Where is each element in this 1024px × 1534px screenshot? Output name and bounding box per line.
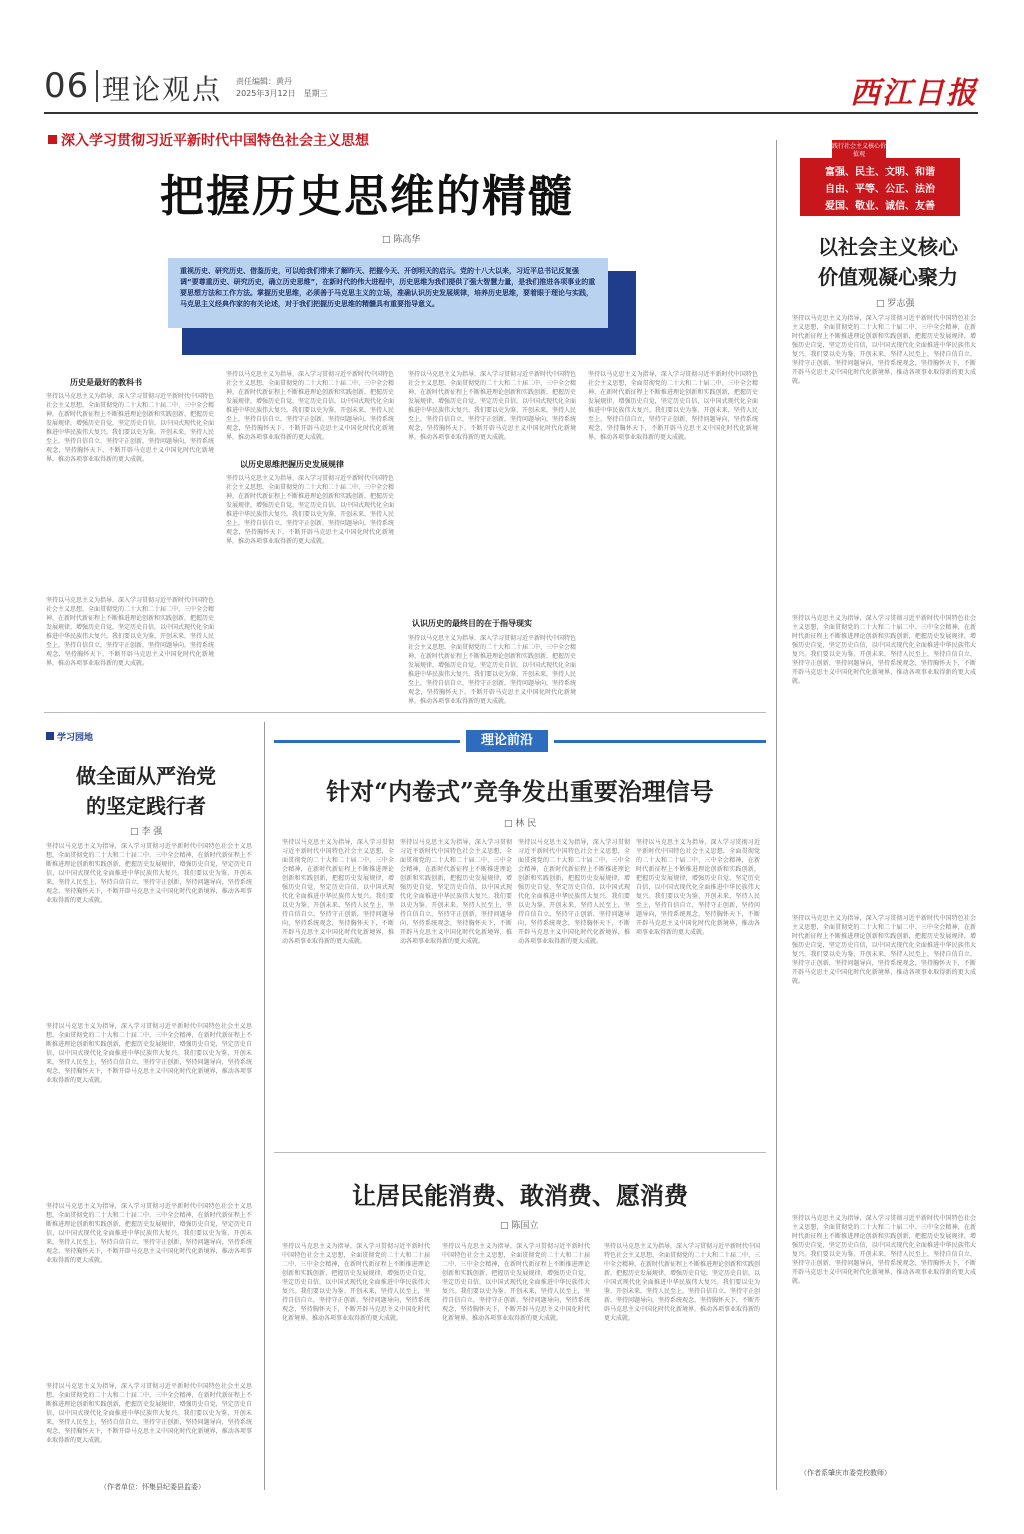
right-article-byline: □ 罗志强 <box>876 299 915 309</box>
masthead-rule <box>44 112 978 114</box>
main-article-col-1: 坚持以马克思主义为指导，深入学习贯彻习近平新时代中国特色社会主义思想，全面贯彻党的二十大和二十届二中、三中全会精神，在新时代新征程上不断推进理论创新和实践创新，把握历史发展规律，增强历史自觉，坚定历史自信，以中国式现代化全面推进中华民族伟大复兴。我们要以史为鉴、开创未来，坚持人民至上，坚持自信自立，坚持守正创新，坚持问题导向，坚持系统观念，坚持胸怀天下，不断开辟马克思主义中国化时代化新境界，推动各项事业取得新的更大成就。 <box>46 393 215 463</box>
left-article-text-3: 坚持以马克思主义为指导，深入学习贯彻习近平新时代中国特色社会主义思想，全面贯彻党的二十大和二十届二中、三中全会精神，在新时代新征程上不断推进理论创新和实践创新，把握历史发展规律，增强历史自觉，坚定历史自信，以中国式现代化全面推进中华民族伟大复兴。我们要以史为鉴、开创未来，坚持人民至上，坚持自信自立，坚持守正创新，坚持问题导向，坚持系统观念，坚持胸怀天下，不断开辟马克思主义中国化时代化新境界，推动各项事业取得新的更大成就。 <box>46 1203 252 1264</box>
badge-head: 践行社会主义核心价值观 <box>832 140 886 162</box>
main-subhead-3: 认识历史的最终目的在于指导现实 <box>412 619 532 628</box>
left-article-title-line-1: 做全面从严治党 <box>76 764 216 788</box>
right-article-title-line-1: 以社会主义核心 <box>818 235 958 259</box>
theory-front-col-4: 坚持以马克思主义为指导，深入学习贯彻习近平新时代中国特色社会主义思想，全面贯彻党的二十大和二十届二中、三中全会精神，在新时代新征程上不断推进理论创新和实践创新，把握历史发展规律，增强历史自觉，坚定历史自信，以中国式现代化全面推进中华民族伟大复兴。我们要以史为鉴、开创未来，坚持人民至上，坚持自信自立，坚持守正创新，坚持问题导向，坚持系统观念，坚持胸怀天下，不断开辟马克思主义中国化时代化新境界，推动各项事业取得新的更大成就。 <box>636 839 760 936</box>
right-article-title-line-2: 价值观凝心聚力 <box>818 265 958 289</box>
theory-front-label: 理论前沿 <box>466 730 548 752</box>
main-article-col-1b: 坚持以马克思主义为指导，深入学习贯彻习近平新时代中国特色社会主义思想，全面贯彻党的二十大和二十届二中、三中全会精神，在新时代新征程上不断推进理论创新和实践创新，把握历史发展规律，增强历史自觉，坚定历史自信，以中国式现代化全面推进中华民族伟大复兴。我们要以史为鉴、开创未来，坚持人民至上，坚持自信自立，坚持守正创新，坚持问题导向，坚持系统观念，坚持胸怀天下，不断开辟马克思主义中国化时代化新境界，推动各项事业取得新的更大成就。 <box>46 597 215 667</box>
left-article-text-2: 坚持以马克思主义为指导，深入学习贯彻习近平新时代中国特色社会主义思想，全面贯彻党的二十大和二十届二中、三中全会精神，在新时代新征程上不断推进理论创新和实践创新，把握历史发展规律，增强历史自觉，坚定历史自信，以中国式现代化全面推进中华民族伟大复兴。我们要以史为鉴、开创未来，坚持人民至上，坚持自信自立，坚持守正创新，坚持问题导向，坚持系统观念，坚持胸怀天下，不断开辟马克思主义中国化时代化新境界，推动各项事业取得新的更大成就。 <box>46 1023 252 1084</box>
newspaper-logo: 西江日报 <box>850 76 978 111</box>
consumption-title: 让居民能消费、敢消费、愿消费 <box>352 1181 688 1210</box>
badge-line-1: 富强、民主、文明、和谐 <box>825 167 935 178</box>
right-article-title <box>800 232 976 292</box>
left-article-byline: □ 李 强 <box>130 827 163 837</box>
badge-body <box>800 158 960 216</box>
date-line: 2025年3月12日 星期三 <box>236 89 328 98</box>
column-tag-text: 学习园地 <box>57 733 94 743</box>
left-article-text-1: 坚持以马克思主义为指导，深入学习贯彻习近平新时代中国特色社会主义思想，全面贯彻党的二十大和二十届二中、三中全会精神，在新时代新征程上不断推进理论创新和实践创新，把握历史发展规律，增强历史自觉，坚定历史自信，以中国式现代化全面推进中华民族伟大复兴。我们要以史为鉴、开创未来，坚持人民至上，坚持自信自立，坚持守正创新，坚持问题导向，坚持系统观念，坚持胸怀天下，不断开辟马克思主义中国化时代化新境界，推动各项事业取得新的更大成就。 <box>46 843 252 904</box>
section-divider <box>44 712 766 713</box>
theory-front-col-1: 坚持以马克思主义为指导，深入学习贯彻习近平新时代中国特色社会主义思想，全面贯彻党的二十大和二十届二中、三中全会精神，在新时代新征程上不断推进理论创新和实践创新，把握历史发展规律，增强历史自觉，坚定历史自信，以中国式现代化全面推进中华民族伟大复兴。我们要以史为鉴、开创未来，坚持人民至上，坚持自信自立，坚持守正创新，坚持问题导向，坚持系统观念，坚持胸怀天下，不断开辟马克思主义中国化时代化新境界，推动各项事业取得新的更大成就。 <box>282 839 394 945</box>
main-article-title: 把握历史思维的精髓 <box>160 171 574 222</box>
editor-line: 责任编辑：黄丹 <box>236 77 292 86</box>
main-article-abstract: 重视历史、研究历史、借鉴历史，可以给我们带来了解昨天、把握今天、开创明天的启示。党的十八大以来，习近平总书记反复强调“要尊重历史、研究历史，确立历史思维”，在新时代的伟大进程中，历史思维为我们提供了强大智慧力量，是我们推进各项事业的重要思想方法和工作方法。掌握历史思维，必须善于马克思主义的立场，准确认识历史发展规律，培养历史思维，要着眼于理论与实践，马克思主义经典作家的有关论述，对于我们把握历史思维的精髓具有重要指导意义。 <box>168 258 608 328</box>
column-tag-square-icon <box>46 732 54 740</box>
column-tag <box>46 730 93 743</box>
right-article-text-1: 坚持以马克思主义为指导，深入学习贯彻习近平新时代中国特色社会主义思想，全面贯彻党的二十大和二十届二中、三中全会精神，在新时代新征程上不断推进理论创新和实践创新，把握历史发展规律，增强历史自觉，坚定历史自信，以中国式现代化全面推进中华民族伟大复兴。我们要以史为鉴、开创未来，坚持人民至上，坚持自信自立，坚持守正创新，坚持问题导向，坚持系统观念，坚持胸怀天下，不断开辟马克思主义中国化时代化新境界，推动各项事业取得新的更大成就。 <box>792 315 976 385</box>
left-article-text-4: 坚持以马克思主义为指导，深入学习贯彻习近平新时代中国特色社会主义思想，全面贯彻党的二十大和二十届二中、三中全会精神，在新时代新征程上不断推进理论创新和实践创新，把握历史发展规律，增强历史自觉，坚定历史自信，以中国式现代化全面推进中华民族伟大复兴。我们要以史为鉴、开创未来，坚持人民至上，坚持自信自立，坚持守正创新，坚持问题导向，坚持系统观念，坚持胸怀天下，不断开辟马克思主义中国化时代化新境界，推动各项事业取得新的更大成就。 <box>46 1383 252 1444</box>
theory-front-line-right <box>554 740 766 743</box>
main-subhead-1: 历史是最好的教科书 <box>70 378 142 387</box>
main-article-col-4: 坚持以马克思主义为指导，深入学习贯彻习近平新时代中国特色社会主义思想，全面贯彻党的二十大和二十届二中、三中全会精神，在新时代新征程上不断推进理论创新和实践创新，把握历史发展规律，增强历史自觉，坚定历史自信，以中国式现代化全面推进中华民族伟大复兴。我们要以史为鉴、开创未来，坚持人民至上，坚持自信自立，坚持守正创新，坚持问题导向，坚持系统观念，坚持胸怀天下，不断开辟马克思主义中国化时代化新境界，推动各项事业取得新的更大成就。 <box>588 371 758 441</box>
right-article-text-2: 坚持以马克思主义为指导，深入学习贯彻习近平新时代中国特色社会主义思想，全面贯彻党的二十大和二十届二中、三中全会精神，在新时代新征程上不断推进理论创新和实践创新，把握历史发展规律，增强历史自觉，坚定历史自信，以中国式现代化全面推进中华民族伟大复兴。我们要以史为鉴、开创未来，坚持人民至上，坚持自信自立，坚持守正创新，坚持问题导向，坚持系统观念，坚持胸怀天下，不断开辟马克思主义中国化时代化新境界，推动各项事业取得新的更大成就。 <box>792 615 976 685</box>
right-column-rule <box>776 140 777 1490</box>
core-values-badge <box>800 140 960 220</box>
main-article-col-3: 坚持以马克思主义为指导，深入学习贯彻习近平新时代中国特色社会主义思想，全面贯彻党的二十大和二十届二中、三中全会精神，在新时代新征程上不断推进理论创新和实践创新，把握历史发展规律，增强历史自觉，坚定历史自信，以中国式现代化全面推进中华民族伟大复兴。我们要以史为鉴、开创未来，坚持人民至上，坚持自信自立，坚持守正创新，坚持问题导向，坚持系统观念，坚持胸怀天下，不断开辟马克思主义中国化时代化新境界，推动各项事业取得新的更大成就。 <box>408 371 577 441</box>
consumption-divider <box>274 1152 766 1153</box>
badge-line-3: 爱国、敬业、诚信、友善 <box>825 201 935 212</box>
main-article-col-2b: 坚持以马克思主义为指导，深入学习贯彻习近平新时代中国特色社会主义思想，全面贯彻党的二十大和二十届二中、三中全会精神，在新时代新征程上不断推进理论创新和实践创新，把握历史发展规律，增强历史自觉，坚定历史自信，以中国式现代化全面推进中华民族伟大复兴。我们要以史为鉴、开创未来，坚持人民至上，坚持自信自立，坚持守正创新，坚持问题导向，坚持系统观念，坚持胸怀天下，不断开辟马克思主义中国化时代化新境界，推动各项事业取得新的更大成就。 <box>226 475 395 545</box>
theory-front-col-3: 坚持以马克思主义为指导，深入学习贯彻习近平新时代中国特色社会主义思想，全面贯彻党的二十大和二十届二中、三中全会精神，在新时代新征程上不断推进理论创新和实践创新，把握历史发展规律，增强历史自觉，坚定历史自信，以中国式现代化全面推进中华民族伟大复兴。我们要以史为鉴、开创未来，坚持人民至上，坚持自信自立，坚持守正创新，坚持问题导向，坚持系统观念，坚持胸怀天下，不断开辟马克思主义中国化时代化新境界，推动各项事业取得新的更大成就。 <box>518 839 630 945</box>
theory-front-title: 针对“内卷式”竞争发出重要治理信号 <box>326 777 714 806</box>
section-name: 理论观点 <box>102 73 223 106</box>
consumption-col-1: 坚持以马克思主义为指导，深入学习贯彻习近平新时代中国特色社会主义思想，全面贯彻党的二十大和二十届二中、三中全会精神，在新时代新征程上不断推进理论创新和实践创新，把握历史发展规律，增强历史自觉，坚定历史自信，以中国式现代化全面推进中华民族伟大复兴。我们要以史为鉴、开创未来，坚持人民至上，坚持自信自立，坚持守正创新，坚持问题导向，坚持系统观念，坚持胸怀天下，不断开辟马克思主义中国化时代化新境界，推动各项事业取得新的更大成就。 <box>282 1243 430 1322</box>
main-article-byline: □ 陈高华 <box>382 235 421 245</box>
left-article-source: （作者单位：怀集县纪委县监委） <box>100 1483 205 1491</box>
series-banner <box>48 130 369 150</box>
theory-front-byline: □ 林 民 <box>504 819 537 829</box>
badge-line-2: 自由、平等、公正、法治 <box>825 184 935 195</box>
consumption-byline: □ 陈国立 <box>500 1221 539 1231</box>
masthead-divider <box>96 70 98 102</box>
banner-square-icon <box>48 135 57 144</box>
banner-text: 深入学习贯彻习近平新时代中国特色社会主义思想 <box>61 133 369 149</box>
right-article-text-3: 坚持以马克思主义为指导，深入学习贯彻习近平新时代中国特色社会主义思想，全面贯彻党的二十大和二十届二中、三中全会精神，在新时代新征程上不断推进理论创新和实践创新，把握历史发展规律，增强历史自觉，坚定历史自信，以中国式现代化全面推进中华民族伟大复兴。我们要以史为鉴、开创未来，坚持人民至上，坚持自信自立，坚持守正创新，坚持问题导向，坚持系统观念，坚持胸怀天下，不断开辟马克思主义中国化时代化新境界，推动各项事业取得新的更大成就。 <box>792 915 976 985</box>
main-article-col-2: 坚持以马克思主义为指导，深入学习贯彻习近平新时代中国特色社会主义思想，全面贯彻党的二十大和二十届二中、三中全会精神，在新时代新征程上不断推进理论创新和实践创新，把握历史发展规律，增强历史自觉，坚定历史自信，以中国式现代化全面推进中华民族伟大复兴。我们要以史为鉴、开创未来，坚持人民至上，坚持自信自立，坚持守正创新，坚持问题导向，坚持系统观念，坚持胸怀天下，不断开辟马克思主义中国化时代化新境界，推动各项事业取得新的更大成就。 <box>226 371 395 441</box>
main-subhead-2: 以历史思维把握历史发展规律 <box>240 460 344 469</box>
theory-front-line-left <box>274 740 460 743</box>
right-article-text-4: 坚持以马克思主义为指导，深入学习贯彻习近平新时代中国特色社会主义思想，全面贯彻党的二十大和二十届二中、三中全会精神，在新时代新征程上不断推进理论创新和实践创新，把握历史发展规律，增强历史自觉，坚定历史自信，以中国式现代化全面推进中华民族伟大复兴。我们要以史为鉴、开创未来，坚持人民至上，坚持自信自立，坚持守正创新，坚持问题导向，坚持系统观念，坚持胸怀天下，不断开辟马克思主义中国化时代化新境界，推动各项事业取得新的更大成就。 <box>792 1215 976 1285</box>
theory-front-col-2: 坚持以马克思主义为指导，深入学习贯彻习近平新时代中国特色社会主义思想，全面贯彻党的二十大和二十届二中、三中全会精神，在新时代新征程上不断推进理论创新和实践创新，把握历史发展规律，增强历史自觉，坚定历史自信，以中国式现代化全面推进中华民族伟大复兴。我们要以史为鉴、开创未来，坚持人民至上，坚持自信自立，坚持守正创新，坚持问题导向，坚持系统观念，坚持胸怀天下，不断开辟马克思主义中国化时代化新境界，推动各项事业取得新的更大成就。 <box>400 839 512 945</box>
right-article-source: （作者系肇庆市委党校教师） <box>800 1469 891 1477</box>
left-article-title-line-2: 的坚定践行者 <box>86 794 206 818</box>
page-number: 06 <box>44 66 90 106</box>
consumption-col-2: 坚持以马克思主义为指导，深入学习贯彻习近平新时代中国特色社会主义思想，全面贯彻党的二十大和二十届二中、三中全会精神，在新时代新征程上不断推进理论创新和实践创新，把握历史发展规律，增强历史自觉，坚定历史自信，以中国式现代化全面推进中华民族伟大复兴。我们要以史为鉴、开创未来，坚持人民至上，坚持自信自立，坚持守正创新，坚持问题导向，坚持系统观念，坚持胸怀天下，不断开辟马克思主义中国化时代化新境界，推动各项事业取得新的更大成就。 <box>442 1243 590 1322</box>
left-column-rule <box>264 722 265 1490</box>
main-article-col-3b: 坚持以马克思主义为指导，深入学习贯彻习近平新时代中国特色社会主义思想，全面贯彻党的二十大和二十届二中、三中全会精神，在新时代新征程上不断推进理论创新和实践创新，把握历史发展规律，增强历史自觉，坚定历史自信，以中国式现代化全面推进中华民族伟大复兴。我们要以史为鉴、开创未来，坚持人民至上，坚持自信自立，坚持守正创新，坚持问题导向，坚持系统观念，坚持胸怀天下，不断开辟马克思主义中国化时代化新境界，推动各项事业取得新的更大成就。 <box>408 635 577 705</box>
consumption-col-3: 坚持以马克思主义为指导，深入学习贯彻习近平新时代中国特色社会主义思想，全面贯彻党的二十大和二十届二中、三中全会精神，在新时代新征程上不断推进理论创新和实践创新，把握历史发展规律，增强历史自觉，坚定历史自信，以中国式现代化全面推进中华民族伟大复兴。我们要以史为鉴、开创未来，坚持人民至上，坚持自信自立，坚持守正创新，坚持问题导向，坚持系统观念，坚持胸怀天下，不断开辟马克思主义中国化时代化新境界，推动各项事业取得新的更大成就。 <box>604 1243 761 1322</box>
